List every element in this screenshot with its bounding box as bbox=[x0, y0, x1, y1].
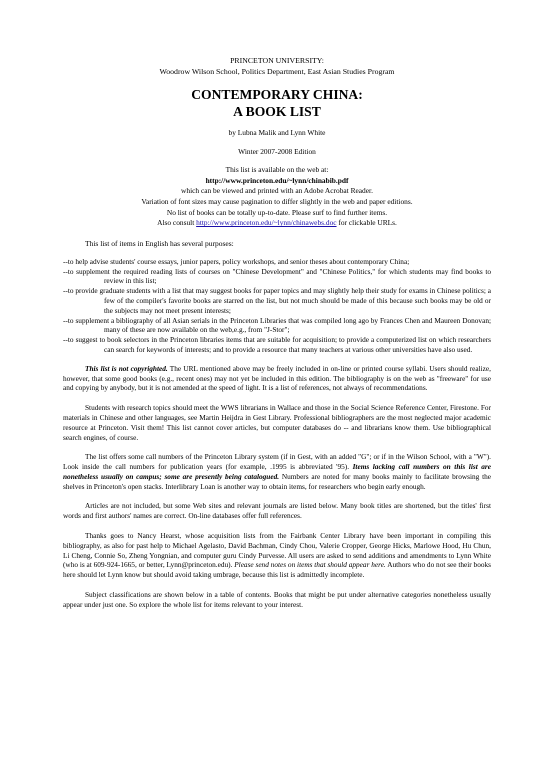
copyright-paragraph bbox=[63, 364, 491, 393]
thanks-italic: Please send notes on items that should appear here. bbox=[234, 560, 386, 570]
purposes-list bbox=[63, 257, 491, 355]
purpose-item: --to supplement the required reading lists of courses on "Chinese Development" and "Chinese Politics," for which students may find books to review in this list; bbox=[63, 266, 491, 286]
callnumbers-paragraph bbox=[63, 452, 491, 491]
purpose-item: --to suggest to book selectors in the Princeton libraries items that are suitable for acquisition; to provide a computerized list on which researchers can search for keywords of interests; and to provide a resource that many teachers at various other universities have also used. bbox=[63, 335, 491, 354]
edition: Winter 2007-2008 Edition bbox=[238, 146, 316, 156]
title-line-1: CONTEMPORARY CHINA: bbox=[191, 87, 363, 102]
availability-line-1: This list is available on the web at: bbox=[225, 165, 329, 175]
purpose-item: --to provide graduate students with a list that may suggest books for paper topics and may slightly help their study for exams in Chinese politics; a few of the compiler's favorite books are starred on the list, but not much should be made of this because such books may be old or the subjects may not meet present interests; bbox=[63, 286, 491, 315]
consult-pre: Also consult bbox=[157, 218, 197, 228]
callnumbers-bold: Items lacking call numbers on this list are nonetheless usually on campus; some are presently being catalogued. bbox=[63, 462, 492, 481]
callnumbers-pre: The list offers some call numbers of the Princeton Library system (if in Gest, with an added "G"; or if in the Wilson School, with a "W"). Look inside the call numbers for publication years (for example, .1995 is abbreviated '95). bbox=[63, 452, 491, 472]
page-content bbox=[63, 56, 491, 610]
copyright-rest: The URL mentioned above may be freely included in on-line or printed course syllabi. Users should realize, however, that some good books (e.g., recent ones) may not yet be included in this edition. The bibliography is on the web as "freeware" for use and copying by anybody, but it is not amended at the speed of light. It is a list of references, not always of recommendations. bbox=[63, 363, 491, 393]
purposes-intro: This list of items in English has several purposes: bbox=[85, 238, 234, 248]
pdf-url[interactable]: http://www.princeton.edu/~lynn/chinabib.pdf bbox=[205, 175, 349, 185]
availability-line-3: which can be viewed and printed with an Adobe Acrobat Reader. bbox=[181, 186, 373, 196]
availability-line-5: No list of books can be totally up-to-date. Please surf to find further items. bbox=[166, 207, 388, 217]
chinawebs-link[interactable]: http://www.princeton.edu/~lynn/chinawebs.doc bbox=[196, 218, 337, 228]
thanks-pre: Thanks goes to Nancy Hearst, whose acquisition lists from the Fairbank Center Library have been important in compiling this bibliography, as also for past help to Michael Agelasto, David Bachman, Cindy Chou, Valerie Cropper, George Hicks, Marlowe Hood, Hu Chun, Li Cheng, Connie So, Zheng Yongnian, and computer guru Cindy Purvesse. All users are asked to send additions and amendments to Lynn White (who is at 609-924-1665, or better, Lynn@princeton.edu). bbox=[63, 531, 491, 570]
articles-paragraph: Articles are not included, but some Web sites and relevant journals are listed below. Many book titles are shortened, but the titles' first words and first authors' names are correct. On-line databases offer full references. bbox=[63, 501, 491, 521]
callnumbers-post: Numbers are noted for many books mainly to facilitate browsing the shelves in Princeton's open stacks. Interlibrary Loan is another way to obtain items, for researchers who begin early enough. bbox=[63, 471, 491, 491]
availability-line-4: Variation of font sizes may cause pagination to differ slightly in the web and paper editions. bbox=[141, 196, 413, 206]
thanks-post: Authors who do not see their books here should let Lynn know but should avoid taking umbrage, because this list is admittedly incomplete. bbox=[63, 560, 491, 580]
purpose-item: --to supplement a bibliography of all Asian serials in the Princeton Libraries that was compiled long ago by Frances Chen and Maureen Donovan; many of these are now available on the web,e.g., from "J-Stor"; bbox=[63, 315, 491, 335]
research-paragraph: Students with research topics should meet the WWS librarians in Wallace and those in the Social Science Reference Center, Firestone. For materials in Chinese and other languages, see Martin Heijdra in Gest Library. Professional bibliographers are the most neglected major academic resource at Princeton. Visit them! This list cannot cover articles, but computer databases do -- and librarians know them. Use bibliographical search engines, of course. bbox=[63, 403, 491, 442]
thanks-paragraph bbox=[63, 531, 491, 580]
title-line-2: A BOOK LIST bbox=[233, 103, 321, 119]
authors: by Lubna Malik and Lynn White bbox=[228, 128, 326, 137]
header-departments: Woodrow Wilson School, Politics Department, East Asian Studies Program bbox=[159, 66, 395, 76]
consult-post: for clickable URLs. bbox=[336, 218, 397, 228]
header-university: PRINCETON UNIVERSITY: bbox=[230, 56, 324, 65]
consult-line bbox=[63, 218, 491, 229]
copyright-lead: This list is not copyrighted. bbox=[85, 363, 168, 373]
subjects-paragraph: Subject classifications are shown below in a table of contents. Books that might be put under alternative categories nonetheless usually appear under just one. So explore the whole list for items relevant to your interest. bbox=[63, 590, 491, 609]
purpose-item: --to help advise students' course essays, junior papers, policy workshops, and senior theses about contemporary China; bbox=[63, 256, 410, 266]
